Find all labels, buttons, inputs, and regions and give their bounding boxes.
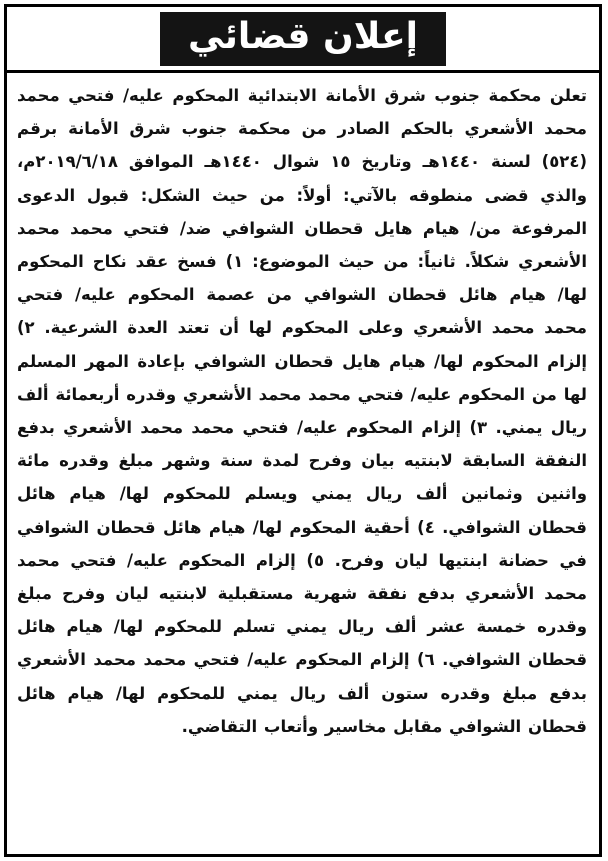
notice-title: إعلان قضائي (160, 12, 446, 66)
notice-body (17, 79, 587, 743)
judicial-notice (4, 4, 602, 857)
notice-body-text: تعلن محكمة جنوب شرق الأمانة الابتدائية المحكوم عليه/ فتحي محمد محمد الأشعري بالحكم الصادر من محكمة جنوب شرق الأمانة برقم (٥٢٤) لسنة ١٤٤٠هـ وتاريخ ١٥ شوال ١٤٤٠هـ الموافق ٢٠١٩/٦/١٨م، والذي قضى منطوقه بالآتي: أولاً: من حيث الشكل: قبول الدعوى المرفوعة من/ هيام هايل قحطان الشوافي ضد/ فتحي محمد محمد الأشعري شكلاً. ثانياً: من حيث الموضوع: ١) فسخ عقد نكاح المحكوم لها/ هيام هائل قحطان الشوافي من عصمة المحكوم عليه/ فتحي محمد محمد الأشعري وعلى المحكوم لها أن تعتد العدة الشرعية. ٢) إلزام المحكوم لها/ هيام هايل قحطان الشوافي بإعادة المهر المسلم لها من المحكوم عليه/ فتحي محمد محمد الأشعري وقدره أربعمائة ألف ريال يمني. ٣) إلزام المحكوم عليه/ فتحي محمد محمد الأشعري بدفع النفقة السابقة لابنتيه بيان وفرح لمدة سنة وشهر مبلغ وقدره مائة واثنين وثمانين ألف ريال يمني ويسلم للمحكوم لها/ هيام هائل قحطان الشوافي. ٤) أحقية المحكوم لها/ هيام هائل قحطان الشوافي في حضانة ابنتيها ليان وفرح. ٥) إلزام المحكوم عليه/ فتحي محمد محمد الأشعري بدفع نفقة شهرية مستقبلية لابنتيه ليان وفرح مبلغ وقدره خمسة عشر ألف ريال يمني تسلم للمحكوم لها/ هيام هائل قحطان الشوافي. ٦) إلزام المحكوم عليه/ فتحي محمد محمد الأشعري بدفع مبلغ وقدره ستون ألف ريال يمني للمحكوم لها/ هيام هائل قحطان الشوافي مقابل مخاسير وأتعاب التقاضي. (17, 86, 587, 736)
title-bar (7, 7, 599, 73)
